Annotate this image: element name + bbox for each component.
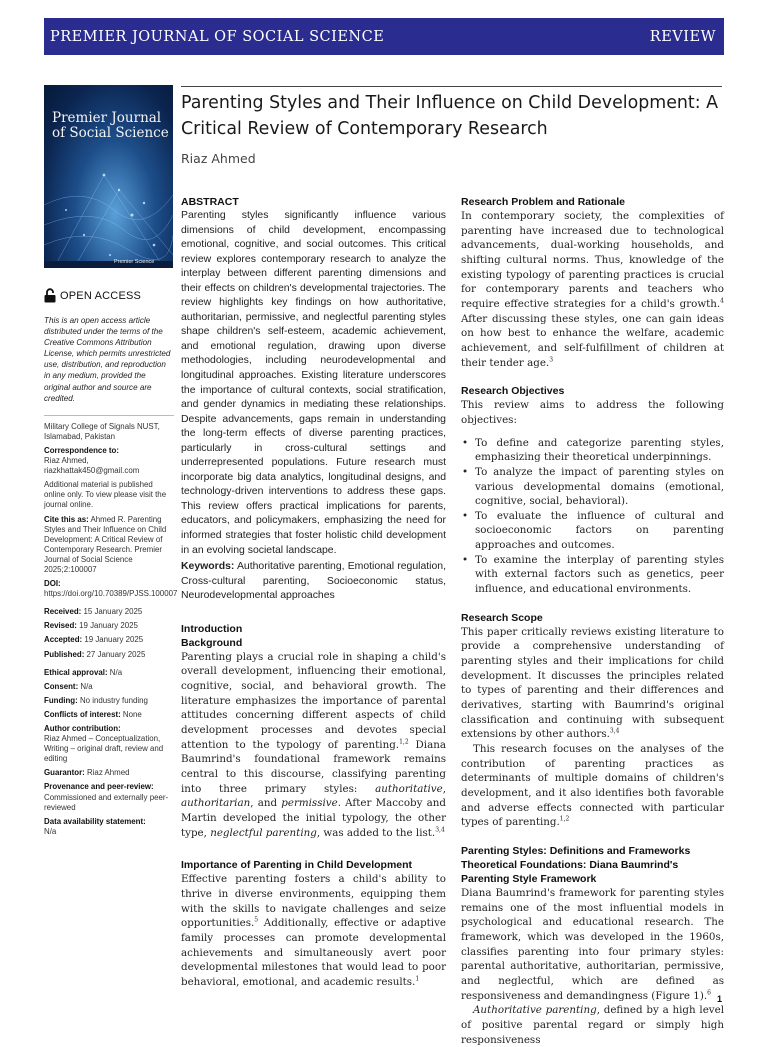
article-sidebar xyxy=(44,288,178,841)
research-scope-paragraph-2: This research focuses on the analyses of the contribution of parenting practices as determinants of multiple domains of children's development, and it also identifies both favorable and adverse effects connected with particular types of parenting.$^{1,2}$ xyxy=(461,743,724,829)
cover-publisher: Premier Science xyxy=(114,259,155,265)
revised-date xyxy=(44,621,174,631)
received-date xyxy=(44,607,174,617)
cite-value: Ahmed R. Parenting Styles and Their Influence on Child Development: A Critical Review of Contemporary Research. Premier Journal of Social Science 2025;2:100007 xyxy=(44,514,167,574)
list-item: • To evaluate the influence of cultural and socioeconomic factors on parenting approaches and outcomes. xyxy=(461,509,724,553)
data-availability xyxy=(44,817,174,837)
guarantor-value: Riaz Ahmed xyxy=(86,768,130,778)
accepted-label: Accepted: xyxy=(44,635,83,645)
doi-label: DOI: xyxy=(44,579,61,589)
doi-link[interactable]: https://doi.org/10.70389/PJSS.100007 xyxy=(44,589,178,599)
research-problem-paragraph: In contemporary society, the complexities of parenting have increased due to technological advancements, dual-working households, and shifting cultural norms. Thus, knowledge of the existing typology of parenting practices is crucial for contemporary parents and teachers who require effective strategies for a child's growth.$^4$ After discussing these styles, one can gain ideas on how best to enhance the welfare, academic achievement, and self-fulfillment of children at their tender age.$^3$ xyxy=(461,210,724,369)
background-paragraph: Parenting plays a crucial role in shaping a child's overall development, influencing their emotional, cognitive, social, and behavioral growth. The literature emphasizes the importance of parental attitudes concerning different aspects of child development processes and devotes special attention to the typology of parenting.$^{1,2}$ Diana Baumrind's foundational framework remains central to this discourse, classifying parenting into three primary styles: authoritative, authoritarian, and permissive. After Maccoby and Martin developed the initial typology, the other type, neglectful parenting, was added to the list.$^{3,4}$ xyxy=(181,650,447,839)
list-item: • To examine the interplay of parenting styles with external factors such as genetics, peer influence, and educational environments. xyxy=(461,553,724,597)
research-objectives-intro: This review aims to address the following objectives: xyxy=(461,399,724,426)
published-date xyxy=(44,650,174,660)
open-access-badge xyxy=(44,288,174,303)
theoretical-foundations-paragraph: Diana Baumrind's framework for parenting styles remains one of the most influential models in psychological and educational research. The framework, which was developed in the 1960s, classifies parenting into four primary styles: parental authoritative, authoritarian, permissive, and neglectful, which are defined as responsiveness and demandingness (Figure 1).$^6$ xyxy=(461,886,724,1002)
consent xyxy=(44,682,174,692)
data-availability-value: N/a xyxy=(44,826,57,836)
journal-cover-image xyxy=(44,85,173,268)
received-value: 15 January 2025 xyxy=(83,607,143,617)
consent-label: Consent: xyxy=(44,681,79,691)
introduction-heading: Introduction xyxy=(181,622,243,635)
conflicts-of-interest xyxy=(44,710,174,720)
funding-label: Funding: xyxy=(44,695,78,705)
affiliation: Military College of Signals NUST, Islamabad, Pakistan xyxy=(44,421,160,441)
abstract-text: Parenting styles significantly influence various dimensions of child development, encompassing emotional, cognitive, and social outcomes. This critical review explores contemporary research to analyze the interplay between different parenting dimensions and their effects on children's developmental trajectories. The review highlights key findings on how authoritative, authoritarian, permissive, and neglectful parenting styles shape children's self-esteem, academic achievement, and emotional regulation, drawing upon diverse methodologies, including neurodevelopmental and longitudinal approaches. Existing literature underscores the importance of cultural contexts, social stratification, and gender dynamics in mediating these relationships. Despite advancements, gaps remain in understanding the long-term effects of diverse parenting practices, particularly in cross-cultural settings and underrepresented populations. Future research must incorporate big data analytics, longitudinal designs, and technology-driven interventions to address these gaps. This review offers practical implications for parents, educators, and policymakers, emphasizing the need for informed strategies that foster holistic child development in an evolving societal landscape. xyxy=(181,210,446,556)
received-label: Received: xyxy=(44,607,82,617)
objectives-list xyxy=(461,436,724,597)
cover-title-line2: of Social Science xyxy=(52,125,169,141)
keywords xyxy=(181,560,446,604)
data-availability-label: Data availability statement: xyxy=(44,816,146,826)
ethical-approval xyxy=(44,668,174,678)
abstract-heading: ABSTRACT xyxy=(181,196,239,208)
citation xyxy=(44,515,174,576)
research-problem-heading: Research Problem and Rationale xyxy=(461,196,625,208)
funding xyxy=(44,696,174,706)
revised-value: 19 January 2025 xyxy=(79,621,138,631)
background-heading: Background xyxy=(181,636,243,649)
provenance xyxy=(44,782,174,812)
ethical-label: Ethical approval: xyxy=(44,667,108,677)
correspondence xyxy=(44,446,174,476)
open-access-label: OPEN ACCESS xyxy=(60,289,142,302)
article-author: Riaz Ahmed xyxy=(181,151,256,166)
guarantor xyxy=(44,768,174,778)
importance-paragraph: Effective parenting fosters a child's ability to thrive in diverse environments, equipping them with the skills to navigate challenges and seize opportunities.$^5$ Additionally, effective or adaptive family processes can promote developmental achievements and simultaneously avert poor developmental milestones that would lead to poor behavioral, emotional, and academic results.$^1$ xyxy=(181,873,446,988)
sidebar-divider xyxy=(44,415,174,416)
consent-value: N/a xyxy=(80,681,93,691)
accepted-date xyxy=(44,635,174,645)
title-divider xyxy=(181,86,722,87)
list-item: • To analyze the impact of parenting styles on various developmental domains (emotional, cognitive, social, behavioral). xyxy=(461,465,724,509)
cover-title-line1: Premier Journal xyxy=(52,110,162,126)
open-lock-icon xyxy=(44,288,56,303)
cite-label: Cite this as: xyxy=(44,514,89,524)
authoritative-paragraph: Authoritative parenting, defined by a high level of positive parental regard or simply high responsiveness xyxy=(461,1004,724,1046)
correspondence-label: Correspondence to: xyxy=(44,445,119,455)
research-scope-heading: Research Scope xyxy=(461,611,543,624)
journal-name: PREMIER JOURNAL OF SOCIAL SCIENCE xyxy=(50,28,385,45)
research-scope-paragraph-1: This paper critically reviews existing literature to provide a comprehensive understanding of parenting styles and their implications for child development. It discusses the principles related to types of parenting and their differences and derivatives, starting with Baumrind's original classification and continuing with subsequent extensions by other authors.$^{3,4}$ xyxy=(461,625,724,741)
keywords-label: Keywords: xyxy=(181,561,235,573)
correspondence-value: Riaz Ahmed, riazkhattak450@gmail.com xyxy=(44,456,140,476)
author-contribution xyxy=(44,724,174,764)
guarantor-label: Guarantor: xyxy=(44,768,85,778)
parenting-styles-heading: Parenting Styles: Definitions and Frameworks xyxy=(461,844,691,857)
list-item: • To define and categorize parenting styles, emphasizing their theoretical underpinnings. xyxy=(461,436,724,465)
right-column xyxy=(461,195,724,1047)
page-number: 1 xyxy=(717,994,723,1004)
license-text: This is an open access article distributed under the terms of the Creative Commons Attribution License, which permits unrestricted use, distribution, and reproduction in any medium, provided the original author and source are credited. xyxy=(44,316,171,403)
provenance-label: Provenance and peer-review: xyxy=(44,782,154,792)
research-objectives-heading: Research Objectives xyxy=(461,385,565,398)
article-type: REVIEW xyxy=(649,28,716,45)
accepted-value: 19 January 2025 xyxy=(84,635,144,645)
author-contribution-value: Riaz Ahmed – Conceptualization, Writing – original draft, review and editing xyxy=(44,734,164,764)
theoretical-foundations-heading: Theoretical Foundations: Diana Baumrind's Parenting Style Framework xyxy=(461,858,679,885)
keywords-value: Authoritative parenting, Emotional regulation, Cross-cultural parenting, Socioeconomic status, Neurodevelopmental approaches xyxy=(181,561,446,602)
left-column xyxy=(181,195,446,990)
published-label: Published: xyxy=(44,649,85,659)
importance-heading: Importance of Parenting in Child Development xyxy=(181,859,413,872)
funding-value: No industry funding xyxy=(79,695,148,705)
ethical-value: N/a xyxy=(109,667,123,677)
conflicts-value: None xyxy=(122,709,142,719)
revised-label: Revised: xyxy=(44,621,77,631)
doi xyxy=(44,579,178,599)
author-contribution-label: Author contribution: xyxy=(44,724,121,733)
provenance-value: Commissioned and externally peer-reviewed xyxy=(44,792,169,812)
journal-header-bar xyxy=(44,18,724,55)
published-value: 27 January 2025 xyxy=(86,649,146,659)
conflicts-label: Conflicts of interest: xyxy=(44,709,121,719)
article-title: Parenting Styles and Their Influence on Child Development: A Critical Review of Contemporary Research xyxy=(181,93,719,139)
additional-material-note: Additional material is published online only. To view please visit the journal online. xyxy=(44,480,167,510)
